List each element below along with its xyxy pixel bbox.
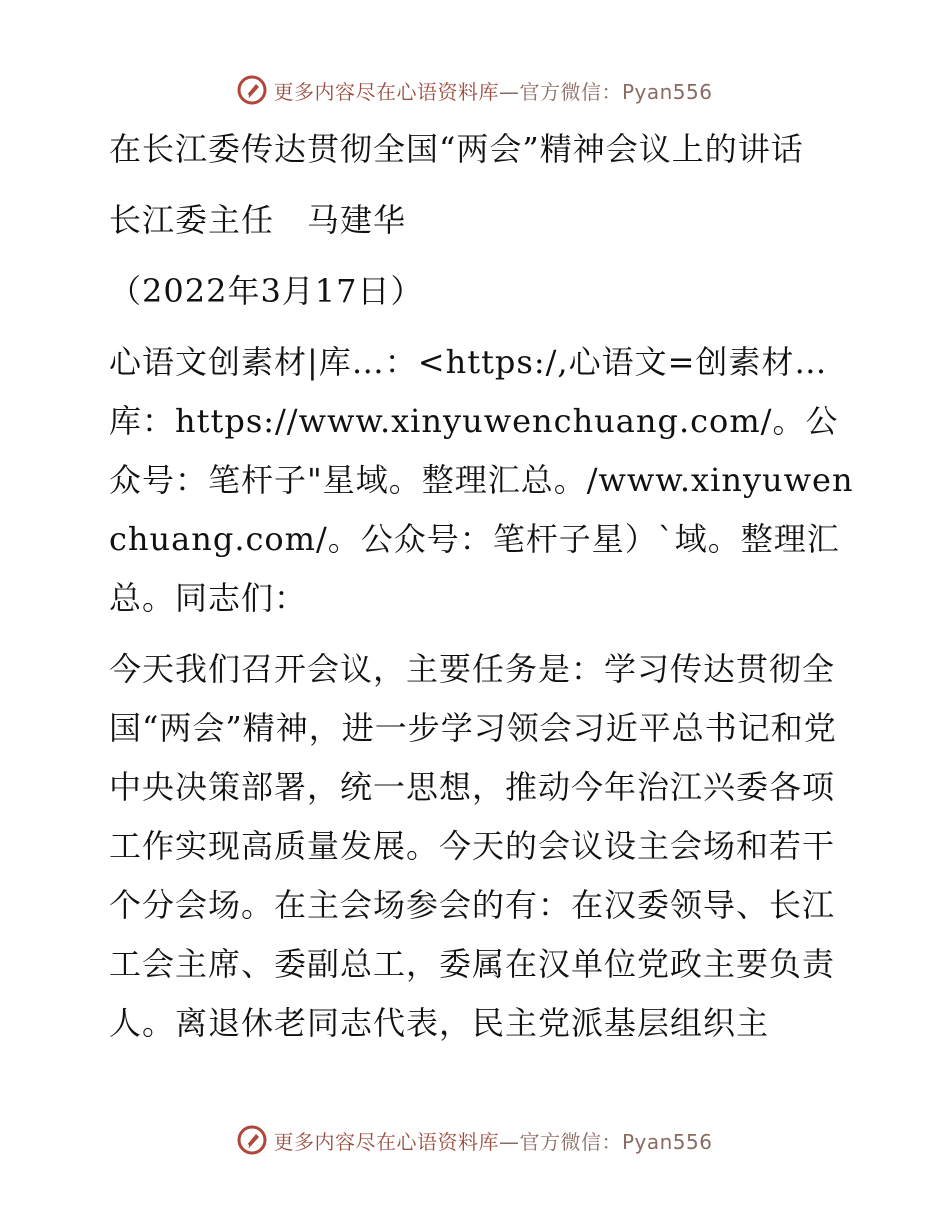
author-line: 长江委主任 马建华 <box>109 201 407 239</box>
header-watermark-banner <box>0 70 950 110</box>
watermark-text <box>273 76 712 105</box>
paragraph-meeting-intro: 今天我们召开会议，主要任务是：学习传达贯彻全国“两会”精神，进一步学习领会习近平总书记和党中央决策部署，统一思想，推动今年治江兴委各项工作实现高质量发展。今天的会议设主会场和若干个分会场。在主会场参会的有：在汉委领导、长江工会主席、委副总工，委属在汉单位党政主要负责人。离退休老同志代表，民主党派基层组织主 <box>109 650 837 1042</box>
watermark-main-text: 更多内容尽在心语资料库 <box>273 79 499 104</box>
document-title: 在长江委传达贯彻全国“两会”精神会议上的讲话 <box>109 130 804 168</box>
watermark-wechat-text: —官方微信：Pyan556 <box>498 79 713 104</box>
footer-watermark-banner <box>0 1120 950 1160</box>
pen-nib-logo-icon <box>237 1125 267 1155</box>
date-line: （2022年3月17日） <box>109 272 424 310</box>
paragraph-source-note: 心语文创素材|库…：<https:/,心语文=创素材…库：https://www.xinyuwenchuang.com/。公众号：笔杆子"星域。整理汇总。/www.xinyuwenchuang.com/。公众号：笔杆子星）`域。整理汇总。同志们： <box>109 343 854 617</box>
watermark-main-text: 更多内容尽在心语资料库 <box>273 1129 499 1154</box>
document-body <box>97 120 857 1053</box>
watermark-text <box>273 1126 712 1155</box>
pen-nib-logo-icon <box>237 75 267 105</box>
watermark-wechat-text: —官方微信：Pyan556 <box>498 1129 713 1154</box>
